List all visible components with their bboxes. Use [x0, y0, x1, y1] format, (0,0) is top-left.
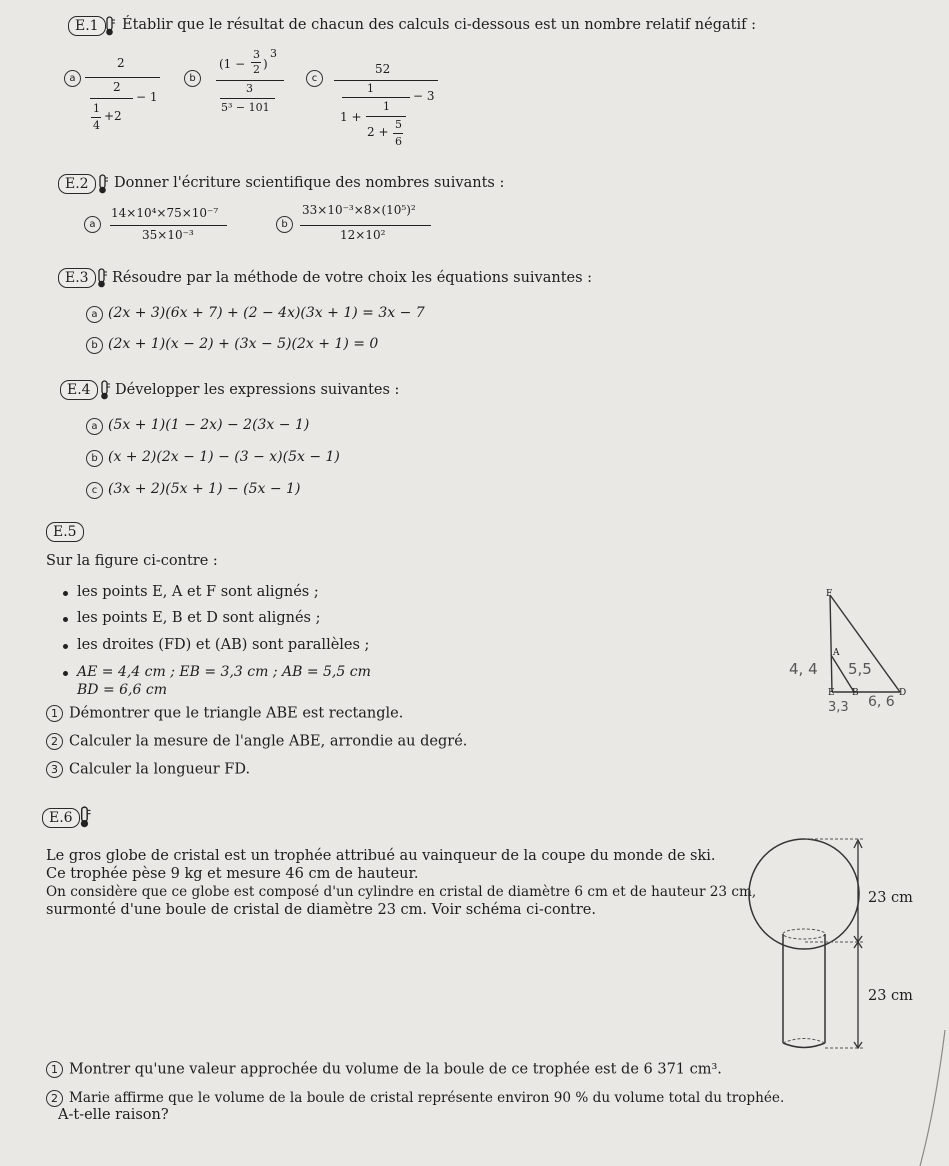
globe-sphere [749, 839, 859, 949]
e1-c-mid-bar [342, 97, 410, 98]
e1-c-inner-bar [366, 116, 406, 117]
e1-c-five: 5 [395, 118, 402, 131]
bullet [63, 591, 68, 596]
bullet [63, 644, 68, 649]
e2-b-numerator: 33×10⁻³×8×(10⁵)² [302, 203, 416, 217]
e4-instruction: Développer les expressions suivantes : [115, 382, 400, 398]
e3-instruction: Résoudre par la méthode de votre choix les équations suivantes : [112, 270, 593, 286]
exercise-label-e6: E.6 [42, 808, 80, 828]
e2-a-marker: a [84, 216, 101, 233]
e1-a-quarter-den: 4 [93, 119, 100, 132]
e5-intro: Sur la figure ci-contre : [46, 553, 218, 569]
e5-question-3: 3 Calculer la longueur FD. [46, 761, 250, 778]
e2-a-fraction-bar [110, 225, 227, 226]
line-EF [830, 595, 832, 692]
e1-b-marker: b [184, 70, 201, 87]
e2-a-denominator: 35×10⁻³ [142, 228, 194, 242]
e4-c-expression: (3x + 2)(5x + 1) − (5x − 1) [108, 481, 301, 497]
e3-b-equation: (2x + 1)(x − 2) + (3x − 5)(2x + 1) = 0 [108, 336, 379, 352]
e1-a-marker: a [64, 70, 81, 87]
difficulty-thermometer-icon [78, 806, 92, 828]
e1-c-marker: c [306, 70, 323, 87]
e5-bullet-1: les points E, A et F sont alignés ; [77, 584, 319, 600]
exercise-label-e2: E.2 [58, 174, 96, 194]
exercise-label-e4: E.4 [60, 380, 98, 400]
point-A-label: A [833, 648, 840, 658]
e1-c-minus-three: − 3 [413, 89, 435, 103]
handwritten-44: 4, 4 [789, 660, 818, 678]
e2-b-marker: b [276, 216, 293, 233]
e5-bullet-3: les droites (FD) et (AB) sont parallèles ; [77, 637, 370, 653]
difficulty-thermometer-icon [104, 16, 116, 36]
e6-question-2-cont: A-t-elle raison? [58, 1107, 169, 1123]
e1-b-den-num: 3 [246, 82, 253, 95]
e6-line-2: Ce trophée pèse 9 kg et mesure 46 cm de hauteur. [46, 866, 419, 882]
difficulty-thermometer-icon [99, 380, 111, 400]
e6-question-1: 1 Montrer qu'une valeur approchée du volume de la boule de ce trophée est de 6 371 cm³. [46, 1061, 722, 1078]
bullet [63, 617, 68, 622]
cylinder-top [783, 929, 825, 939]
e2-b-denominator: 12×10² [340, 228, 386, 242]
e5-bullet-4-cont: BD = 6,6 cm [77, 682, 167, 698]
e1-c-numerator: 52 [375, 62, 391, 76]
point-F-label: F [826, 589, 833, 599]
e2-b-fraction-bar [300, 225, 431, 226]
e1-c-fraction-bar [334, 80, 438, 81]
e1-b-inner-num: 3 [253, 48, 260, 61]
e3-a-equation: (2x + 3)(6x + 7) + (2 − 4x)(3x + 1) = 3x − 7 [108, 305, 425, 321]
exercise-label-e5: E.5 [46, 522, 84, 542]
point-E-label: E [828, 688, 835, 698]
e1-b-paren-close: ) [263, 57, 268, 71]
bullet [63, 671, 68, 676]
e1-c-six: 6 [395, 135, 402, 148]
handwritten-55: 5,5 [848, 660, 872, 678]
e6-question-2: 2 Marie affirme que le volume de la boule de cristal représente environ 90 % du volume total du trophée. [46, 1090, 784, 1107]
e1-c-inner-one: 1 [383, 100, 390, 113]
dimension-bottom-label: 23 cm [868, 988, 913, 1004]
e1-a-inner-bar [90, 98, 133, 99]
e4-a-marker: a [86, 418, 103, 435]
exercise-label-e1: E.1 [68, 16, 106, 36]
e1-b-den-bar [220, 98, 275, 99]
e1-b-paren-open: (1 − [219, 57, 246, 71]
e1-b-exponent: 3 [270, 47, 277, 60]
handwritten-66: 6, 6 [868, 694, 895, 710]
e1-b-inner-den: 2 [253, 63, 260, 76]
e1-instruction: Établir que le résultat de chacun des calculs ci-dessous est un nombre relatif négatif : [122, 17, 756, 33]
difficulty-thermometer-icon [96, 268, 108, 288]
e6-line-1: Le gros globe de cristal est un trophée attribué au vainqueur de la coupe du monde de ski. [46, 848, 716, 864]
page-edge-shadow [900, 1030, 949, 1166]
e2-instruction: Donner l'écriture scientifique des nombres suivants : [114, 175, 505, 191]
e1-b-fraction-bar [216, 80, 284, 81]
point-B-label: B [852, 688, 859, 698]
e5-bullet-2: les points E, B et D sont alignés ; [77, 610, 321, 626]
e5-triangle-figure [780, 585, 920, 725]
e4-a-expression: (5x + 1)(1 − 2x) − 2(3x − 1) [108, 417, 310, 433]
exercise-label-e3: E.3 [58, 268, 96, 288]
e1-a-numerator: 2 [117, 56, 125, 70]
e1-c-five-six-bar [393, 133, 403, 134]
e1-c-two-plus: 2 + [367, 125, 389, 139]
e1-c-one-plus: 1 + [340, 110, 362, 124]
e4-c-marker: c [86, 482, 103, 499]
e5-question-1: 1 Démontrer que le triangle ABE est rectangle. [46, 705, 403, 722]
e2-a-numerator: 14×10⁴×75×10⁻⁷ [111, 206, 219, 220]
e6-line-3: On considère que ce globe est composé d'un cylindre en cristal de diamètre 6 cm et de hauteur 23 cm, [46, 884, 757, 900]
e1-c-one: 1 [367, 82, 374, 95]
e1-b-den-den: 5³ − 101 [221, 101, 270, 114]
e4-b-marker: b [86, 450, 103, 467]
e1-a-plus-two: +2 [104, 109, 122, 123]
e1-a-fraction-bar [85, 77, 160, 78]
e5-bullet-4: AE = 4,4 cm ; EB = 3,3 cm ; AB = 5,5 cm [77, 664, 371, 680]
e1-a-inner-numerator: 2 [113, 80, 121, 94]
cylinder-bottom [783, 1043, 825, 1048]
point-D-label: D [899, 688, 907, 698]
dimension-top-label: 23 cm [868, 890, 913, 906]
handwritten-33: 3,3 [828, 700, 849, 715]
e6-line-4: surmonté d'une boule de cristal de diamètre 23 cm. Voir schéma ci-contre. [46, 902, 596, 918]
e4-b-expression: (x + 2)(2x − 1) − (3 − x)(5x − 1) [108, 449, 340, 465]
e6-trophy-figure [740, 838, 890, 1058]
e5-question-2: 2 Calculer la mesure de l'angle ABE, arrondie au degré. [46, 733, 467, 750]
e3-a-marker: a [86, 306, 103, 323]
difficulty-thermometer-icon [97, 174, 109, 194]
e1-a-minus-one: − 1 [136, 90, 158, 104]
e1-a-quarter-num: 1 [93, 102, 100, 115]
e1-a-quarter-bar [91, 117, 101, 118]
e3-b-marker: b [86, 337, 103, 354]
